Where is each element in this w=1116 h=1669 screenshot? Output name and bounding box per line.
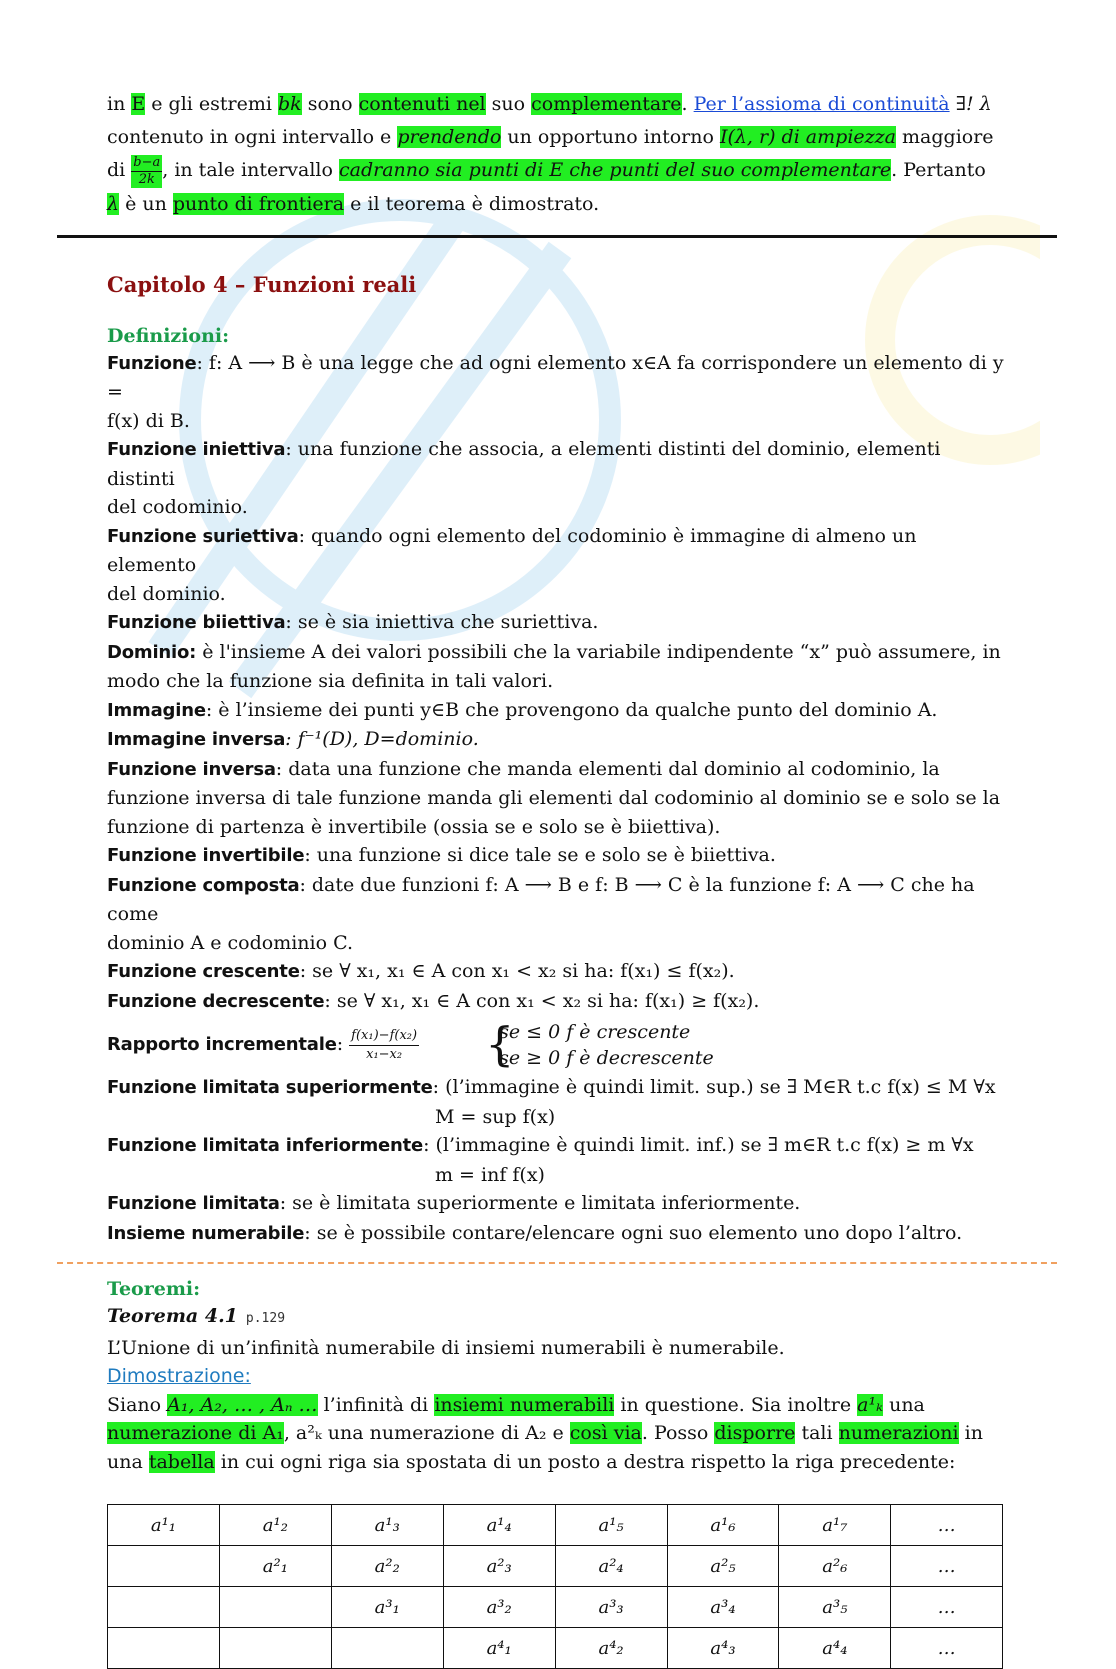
- table-cell: a³₁: [331, 1587, 443, 1628]
- def-crescente: Funzione crescente: se ∀ x₁, x₁ ∈ A con x₁ < x₂ si ha: f(x₁) ≤ f(x₂).: [107, 960, 735, 982]
- intro-line-4: λ è un punto di frontiera e il teorema è dimostrato.: [107, 192, 600, 215]
- def-inversa-cont-2: funzione di partenza è invertibile (ossia se e solo se è biiettiva).: [107, 815, 721, 838]
- table-cell: a⁴₁: [443, 1628, 555, 1669]
- def-suriettiva-cont: del dominio.: [107, 582, 226, 605]
- section-divider: [57, 235, 1057, 238]
- intro-line-1: in E e gli estremi bk sono contenuti nel suo complementare. Per l’assioma di continuità ∃! λ: [107, 93, 992, 115]
- table-cell: a⁴₂: [555, 1628, 667, 1669]
- def-iniettiva: Funzione iniettiva: una funzione che associa, a elementi distinti del dominio, elementi distinti: [107, 438, 941, 490]
- proof-label: [107, 1362, 1007, 1391]
- def-limitata: Funzione limitata: se è limitata superiormente e limitata inferiormente.: [107, 1192, 801, 1214]
- table-cell: a³₅: [779, 1587, 891, 1628]
- table-cell: [108, 1587, 220, 1628]
- theorem-page-ref: p.129: [245, 1311, 286, 1326]
- theorem-title-line: [107, 1302, 1007, 1334]
- numeration-table: [107, 1504, 1003, 1669]
- table-cell: a¹₆: [667, 1505, 779, 1546]
- def-dominio: Dominio: è l'insieme A dei valori possibili che la variabile indipendente “x” può assumere, in: [107, 640, 1001, 663]
- proof-link[interactable]: Dimostrazione:: [107, 1365, 251, 1387]
- def-iniettiva-cont: del codominio.: [107, 496, 248, 518]
- table-cell: [108, 1546, 220, 1587]
- table-cell: [108, 1628, 220, 1669]
- table-cell: a²₁: [219, 1546, 331, 1587]
- def-funzione: Funzione: f: A ⟶ B è una legge che ad ogni elemento x∈A fa corrispondere un elemento di y =: [107, 351, 1004, 403]
- def-invertibile: Funzione invertibile: una funzione si dice tale se e solo se è biiettiva.: [107, 844, 776, 866]
- def-rapporto: Rapporto incrementale: $\frac{\text{f(x₁)−f(x₂)}}{\text{x₁−x₂}}$ { se ≤ 0 f è crescente se ≥ 0 f è decrescente: [107, 1016, 1007, 1073]
- def-suriettiva: Funzione suriettiva: quando ogni elemento del codominio è immagine di almeno un elemento: [107, 524, 917, 576]
- dashed-divider: [57, 1262, 1057, 1264]
- definitions-list: [107, 349, 1007, 1249]
- def-limitata-sup: Funzione limitata superiormente: (l’immagine è quindi limit. sup.) se ∃ M∈R t.c f(x) ≤ M ∀x: [107, 1076, 996, 1098]
- table-cell: [219, 1628, 331, 1669]
- fraction-b-a-over-2k: $\frac{b-a}{2k}$: [133, 154, 161, 187]
- table-cell: …: [891, 1505, 1003, 1546]
- table-cell: a²₆: [779, 1546, 891, 1587]
- rapporto-cases: { se ≤ 0 f è crescente se ≥ 0 f è decrescente: [485, 1019, 714, 1071]
- theorem-title: Teorema 4.1: [107, 1305, 238, 1327]
- def-inversa: Funzione inversa: data una funzione che manda elementi dal dominio al codominio, la: [107, 757, 940, 780]
- table-cell: a²₂: [331, 1546, 443, 1587]
- def-immagine-inversa: Immagine inversa: f⁻¹(D), D=dominio.: [107, 728, 479, 750]
- def-dominio-cont: modo che la funzione sia definita in tali valori.: [107, 670, 554, 692]
- def-limitata-inf: Funzione limitata inferiormente: (l’immagine è quindi limit. inf.) se ∃ m∈R t.c f(x) ≥ m ∀x: [107, 1134, 974, 1156]
- table-cell: [219, 1587, 331, 1628]
- table-cell: …: [891, 1587, 1003, 1628]
- table-cell: a²₄: [555, 1546, 667, 1587]
- def-numerabile: Insieme numerabile: se è possibile contare/elencare ogni suo elemento uno dopo l’altro.: [107, 1221, 963, 1244]
- table-cell: a¹₅: [555, 1505, 667, 1546]
- rapporto-fraction: $\frac{\text{f(x₁)−f(x₂)}}{\text{x₁−x₂}}$: [351, 1027, 418, 1062]
- table-cell: …: [891, 1546, 1003, 1587]
- def-biiettiva: Funzione biiettiva: se è sia iniettiva che suriettiva.: [107, 611, 599, 633]
- theorems-heading: Teoremi:: [107, 1278, 201, 1300]
- table-cell: [331, 1628, 443, 1669]
- def-limitata-inf-cont: m = inf f(x): [435, 1163, 545, 1186]
- table-cell: a¹₄: [443, 1505, 555, 1546]
- continuity-axiom-link[interactable]: Per l’assioma di continuità: [693, 93, 950, 115]
- table-cell: …: [891, 1628, 1003, 1669]
- table-cell: a¹₃: [331, 1505, 443, 1546]
- def-inversa-cont-1: funzione inversa di tale funzione manda gli elementi dal codominio al dominio se e solo se la: [107, 787, 1001, 809]
- document-page: [107, 88, 1007, 1669]
- def-immagine: Immagine: è l’insieme dei punti y∈B che provengono da qualche punto del dominio A.: [107, 698, 938, 721]
- def-composta: Funzione composta: date due funzioni f: A ⟶ B e f: B ⟶ C è la funzione f: A ⟶ C che ha come: [107, 873, 975, 925]
- table-row: [108, 1628, 1003, 1669]
- table-cell: a¹₂: [219, 1505, 331, 1546]
- intro-line-2: contenuto in ogni intervallo e prendendo un opportuno intorno I(λ, r) di ampiezza maggiore: [107, 126, 994, 148]
- def-composta-cont: dominio A e codominio C.: [107, 931, 353, 954]
- def-decrescente: Funzione decrescente: se ∀ x₁, x₁ ∈ A con x₁ < x₂ si ha: f(x₁) ≥ f(x₂).: [107, 989, 760, 1012]
- proof-line-3: una tabella in cui ogni riga sia spostata di un posto a destra rispetto la riga precedente:: [107, 1450, 956, 1473]
- table-row: [108, 1505, 1003, 1546]
- table-cell: a¹₇: [779, 1505, 891, 1546]
- table-cell: a¹₁: [108, 1505, 220, 1546]
- table-cell: a³₄: [667, 1587, 779, 1628]
- chapter-title: Capitolo 4 – Funzioni reali: [107, 271, 417, 297]
- table-cell: a³₃: [555, 1587, 667, 1628]
- proof-line-1: Siano A₁, A₂, … , Aₙ … l’infinità di insiemi numerabili in questione. Sia inoltre a¹ₖ una: [107, 1393, 925, 1416]
- definitions-heading: Definizioni:: [107, 324, 230, 347]
- def-funzione-cont: f(x) di B.: [107, 409, 190, 432]
- table-cell: a²₅: [667, 1546, 779, 1587]
- theorem-statement: L’Unione di un’infinità numerabile di insiemi numerabili è numerabile.: [107, 1336, 785, 1359]
- intro-line-3: di $\frac{b-a}{2k}$ , in tale intervallo cadranno sia punti di E che punti del suo complementare. Pertanto: [107, 154, 986, 187]
- table-row: [108, 1587, 1003, 1628]
- def-limitata-sup-cont: M = sup f(x): [435, 1105, 556, 1128]
- table-cell: a³₂: [443, 1587, 555, 1628]
- table-cell: a²₃: [443, 1546, 555, 1587]
- table-cell: a⁴₄: [779, 1628, 891, 1669]
- proof-line-2: numerazione di A₁, a²ₖ una numerazione di A₂ e così via. Posso disporre tali numerazioni in: [107, 1422, 983, 1444]
- table-cell: a⁴₃: [667, 1628, 779, 1669]
- table-row: [108, 1546, 1003, 1587]
